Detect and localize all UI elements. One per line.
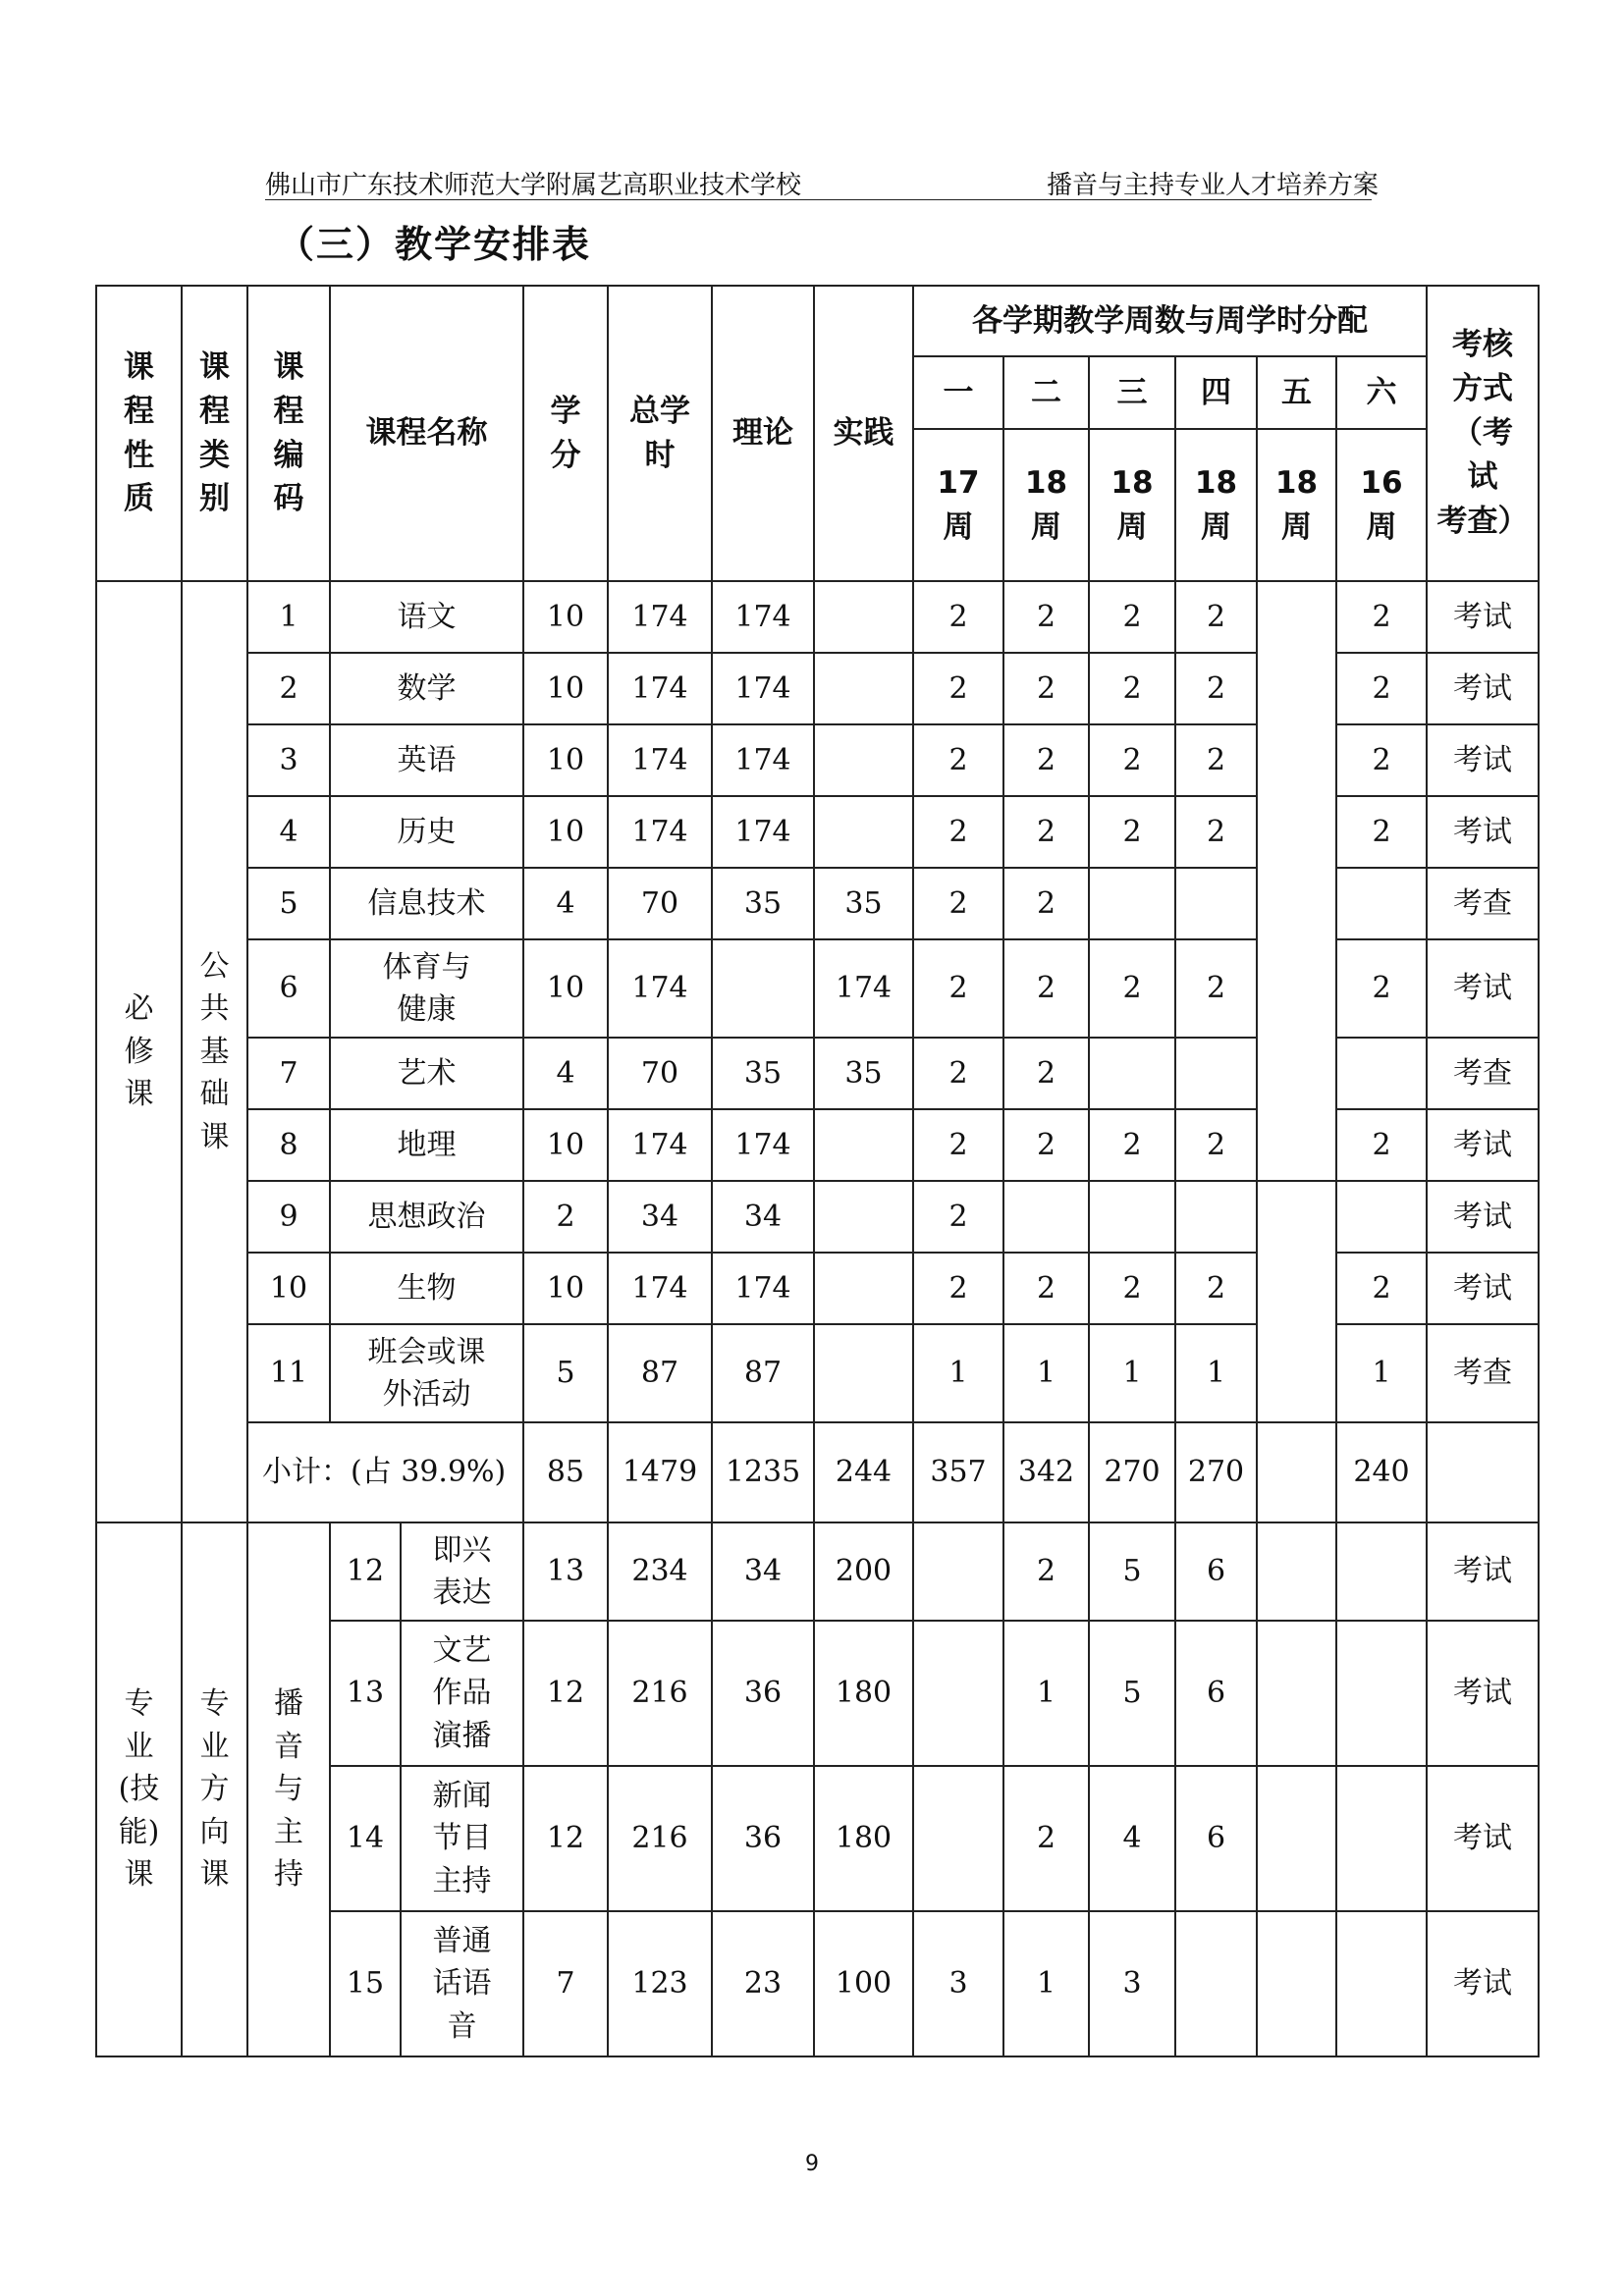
semester-hours: 2: [913, 1253, 1003, 1324]
assessment-method: 考查: [1427, 1038, 1539, 1109]
semester-hours: 2: [1336, 1109, 1427, 1181]
semester-hours: 2: [1336, 1253, 1427, 1324]
course-total: 216: [608, 1766, 712, 1911]
course-practice: 100: [814, 1911, 913, 2056]
semester-header: 五: [1257, 356, 1336, 429]
table-row: [96, 1181, 1539, 1253]
course-code: 7: [247, 1038, 330, 1109]
semester-header: 一: [913, 356, 1003, 429]
semester-hours: [1175, 1181, 1257, 1253]
semester-weeks: 18 周: [1257, 429, 1336, 581]
semester-5-empty: [1257, 581, 1336, 1181]
semester-header: 三: [1089, 356, 1175, 429]
semester-hours: 2: [1175, 724, 1257, 796]
semester-hours: 5: [1089, 1621, 1175, 1766]
semester-hours: 2: [913, 653, 1003, 724]
table-row: [96, 1522, 1539, 1621]
course-theory: 35: [712, 868, 814, 939]
semester-hours: 2: [1003, 724, 1089, 796]
semester-hours: [1257, 1766, 1336, 1911]
col-header-category: 课 程 类 别: [182, 286, 247, 581]
assessment-method: 考试: [1427, 653, 1539, 724]
col-header-theory: 理论: [712, 286, 814, 581]
course-total-hours: 174: [608, 1109, 712, 1181]
semester-hours: 2: [913, 1181, 1003, 1253]
course-total-hours: 174: [608, 1253, 712, 1324]
semester-header: 二: [1003, 356, 1089, 429]
course-name: 文艺 作品 演播: [401, 1621, 523, 1766]
course-credit: 10: [523, 1253, 608, 1324]
semester-hours: [1089, 1038, 1175, 1109]
course-code: 4: [247, 796, 330, 868]
semester-hours: 2: [913, 939, 1003, 1038]
course-practice: [814, 653, 913, 724]
semester-hours: [1257, 1911, 1336, 2056]
semester-hours: 2: [1003, 1766, 1089, 1911]
subtotal-s6: 240: [1336, 1422, 1427, 1522]
course-name: 新闻 节目 主持: [401, 1766, 523, 1911]
semester-hours: [1089, 868, 1175, 939]
course-code: 1: [247, 581, 330, 653]
semester-hours: [913, 1522, 1003, 1621]
course-practice: 174: [814, 939, 913, 1038]
course-total-hours: 174: [608, 939, 712, 1038]
course-total: 216: [608, 1621, 712, 1766]
semester-hours: [1336, 1181, 1427, 1253]
course-theory: 174: [712, 1109, 814, 1181]
col-header-practice: 实践: [814, 286, 913, 581]
semester-weeks: 17 周: [913, 429, 1003, 581]
group-public-basic: 公 共 基 础 课: [182, 581, 247, 1522]
semester-hours: [1336, 1911, 1427, 2056]
col-header-credit: 学 分: [523, 286, 608, 581]
subtotal-s1: 357: [913, 1422, 1003, 1522]
semester-hours: [1336, 868, 1427, 939]
course-practice: 35: [814, 1038, 913, 1109]
semester-5-empty: [1257, 1181, 1336, 1422]
course-code: 8: [247, 1109, 330, 1181]
course-name: 即兴 表达: [401, 1522, 523, 1621]
course-practice: 35: [814, 868, 913, 939]
semester-hours: 2: [913, 1109, 1003, 1181]
semester-hours: 2: [1089, 724, 1175, 796]
course-theory: 36: [712, 1766, 814, 1911]
course-practice: 200: [814, 1522, 913, 1621]
assessment-method: 考试: [1427, 724, 1539, 796]
subtotal-credit: 85: [523, 1422, 608, 1522]
semester-weeks: 18 周: [1089, 429, 1175, 581]
semester-hours: 6: [1175, 1766, 1257, 1911]
assessment-method: 考试: [1427, 1109, 1539, 1181]
semester-header: 四: [1175, 356, 1257, 429]
course-credit: 12: [523, 1621, 608, 1766]
semester-hours: 2: [1003, 1253, 1089, 1324]
semester-hours: 1: [913, 1324, 1003, 1422]
semester-hours: 1: [1175, 1324, 1257, 1422]
course-code: 3: [247, 724, 330, 796]
course-credit: 2: [523, 1181, 608, 1253]
course-code: 9: [247, 1181, 330, 1253]
course-credit: 10: [523, 653, 608, 724]
course-credit: 13: [523, 1522, 608, 1621]
semester-hours: 2: [913, 724, 1003, 796]
col-header-nature: 课 程 性 质: [96, 286, 182, 581]
semester-hours: 2: [1336, 724, 1427, 796]
col-header-assessment: 考核 方式 （考 试 考查）: [1427, 286, 1539, 581]
section-title: （三）教学安排表: [277, 223, 592, 266]
subtotal-assess: [1427, 1422, 1539, 1522]
subtotal-theory: 1235: [712, 1422, 814, 1522]
header-school-name: 佛山市广东技术师范大学附属艺高职业技术学校: [265, 171, 802, 200]
semester-hours: 5: [1089, 1522, 1175, 1621]
group-required: 必 修 课: [96, 581, 182, 1522]
subtotal-practice: 244: [814, 1422, 913, 1522]
course-theory: 174: [712, 1253, 814, 1324]
subtotal-label: 小计：(占 39.9%): [247, 1422, 523, 1522]
semester-hours: 2: [913, 796, 1003, 868]
col-header-total-hours: 总学 时: [608, 286, 712, 581]
semester-hours: [913, 1621, 1003, 1766]
semester-hours: 2: [1336, 581, 1427, 653]
semester-hours: 1: [1089, 1324, 1175, 1422]
course-theory: 174: [712, 581, 814, 653]
course-credit: 10: [523, 581, 608, 653]
semester-hours: 2: [1089, 653, 1175, 724]
course-code: 12: [330, 1522, 401, 1621]
semester-hours: 2: [1089, 1109, 1175, 1181]
course-credit: 10: [523, 724, 608, 796]
page-number: 9: [805, 2152, 819, 2176]
assessment-method: 考试: [1427, 1911, 1539, 2056]
course-credit: 10: [523, 1109, 608, 1181]
course-name: 普通 话语 音: [401, 1911, 523, 2056]
semester-hours: 6: [1175, 1621, 1257, 1766]
semester-hours: 2: [1175, 939, 1257, 1038]
semester-hours: 2: [1089, 1253, 1175, 1324]
semester-hours: [1257, 1621, 1336, 1766]
semester-weeks: 18 周: [1175, 429, 1257, 581]
course-practice: 180: [814, 1621, 913, 1766]
col-header-semester-group: 各学期教学周数与周学时分配: [913, 286, 1427, 356]
course-total-hours: 70: [608, 868, 712, 939]
course-code: 5: [247, 868, 330, 939]
course-name: 地理: [330, 1109, 523, 1181]
course-credit: 7: [523, 1911, 608, 2056]
semester-hours: 1: [1003, 1621, 1089, 1766]
semester-hours: 2: [1003, 939, 1089, 1038]
semester-hours: [1175, 868, 1257, 939]
group-professional: 专 业 (技 能) 课: [96, 1522, 182, 2056]
semester-hours: [1336, 1766, 1427, 1911]
course-practice: 180: [814, 1766, 913, 1911]
semester-hours: 2: [1175, 796, 1257, 868]
course-theory: 34: [712, 1522, 814, 1621]
teaching-schedule-table: [95, 285, 1540, 2057]
course-practice: [814, 796, 913, 868]
col-header-name: 课程名称: [330, 286, 523, 581]
course-code: 13: [330, 1621, 401, 1766]
semester-hours: 1: [1003, 1324, 1089, 1422]
semester-hours: 2: [1003, 796, 1089, 868]
semester-hours: 2: [1003, 1109, 1089, 1181]
assessment-method: 考试: [1427, 1621, 1539, 1766]
course-code: 11: [247, 1324, 330, 1422]
course-code: 14: [330, 1766, 401, 1911]
course-total: 123: [608, 1911, 712, 2056]
semester-hours: 2: [913, 1038, 1003, 1109]
course-name: 思想政治: [330, 1181, 523, 1253]
course-total-hours: 34: [608, 1181, 712, 1253]
semester-hours: [913, 1766, 1003, 1911]
course-name: 班会或课 外活动: [330, 1324, 523, 1422]
semester-hours: [1336, 1522, 1427, 1621]
semester-hours: 2: [1089, 581, 1175, 653]
course-name: 信息技术: [330, 868, 523, 939]
course-theory: [712, 939, 814, 1038]
semester-hours: [1003, 1181, 1089, 1253]
assessment-method: 考试: [1427, 1181, 1539, 1253]
header-doc-title: 播音与主持专业人才培养方案: [1047, 171, 1380, 200]
course-total-hours: 70: [608, 1038, 712, 1109]
course-theory: 174: [712, 724, 814, 796]
assessment-method: 考试: [1427, 1766, 1539, 1911]
course-code: 2: [247, 653, 330, 724]
course-credit: 10: [523, 939, 608, 1038]
subtotal-total: 1479: [608, 1422, 712, 1522]
semester-hours: 2: [913, 581, 1003, 653]
assessment-method: 考试: [1427, 1522, 1539, 1621]
group-broadcast: 播 音 与 主 持: [247, 1522, 330, 2056]
semester-hours: 4: [1089, 1766, 1175, 1911]
semester-hours: 2: [1003, 868, 1089, 939]
course-practice: [814, 724, 913, 796]
course-name: 英语: [330, 724, 523, 796]
semester-hours: 3: [913, 1911, 1003, 2056]
subtotal-row: [96, 1422, 1539, 1522]
course-theory: 87: [712, 1324, 814, 1422]
semester-hours: 2: [913, 868, 1003, 939]
semester-hours: 2: [1003, 1038, 1089, 1109]
course-practice: [814, 1109, 913, 1181]
course-credit: 10: [523, 796, 608, 868]
course-code: 15: [330, 1911, 401, 2056]
course-total-hours: 174: [608, 581, 712, 653]
course-practice: [814, 581, 913, 653]
semester-hours: 2: [1003, 653, 1089, 724]
course-total-hours: 87: [608, 1324, 712, 1422]
semester-hours: 3: [1089, 1911, 1175, 2056]
semester-hours: [1257, 1522, 1336, 1621]
subtotal-s2: 342: [1003, 1422, 1089, 1522]
course-name: 历史: [330, 796, 523, 868]
course-credit: 4: [523, 1038, 608, 1109]
header-divider: [265, 199, 1372, 200]
course-theory: 34: [712, 1181, 814, 1253]
course-total: 234: [608, 1522, 712, 1621]
semester-hours: [1175, 1038, 1257, 1109]
semester-hours: 6: [1175, 1522, 1257, 1621]
course-name: 体育与 健康: [330, 939, 523, 1038]
semester-hours: [1336, 1038, 1427, 1109]
semester-hours: [1089, 1181, 1175, 1253]
course-theory: 174: [712, 796, 814, 868]
course-name: 语文: [330, 581, 523, 653]
course-name: 数学: [330, 653, 523, 724]
semester-hours: 2: [1175, 1109, 1257, 1181]
course-code: 6: [247, 939, 330, 1038]
group-direction: 专 业 方 向 课: [182, 1522, 247, 2056]
semester-hours: 2: [1003, 1522, 1089, 1621]
course-credit: 12: [523, 1766, 608, 1911]
course-theory: 174: [712, 653, 814, 724]
course-total-hours: 174: [608, 724, 712, 796]
course-theory: 35: [712, 1038, 814, 1109]
assessment-method: 考试: [1427, 581, 1539, 653]
semester-hours: 2: [1175, 581, 1257, 653]
semester-hours: [1336, 1621, 1427, 1766]
course-theory: 23: [712, 1911, 814, 2056]
semester-hours: 2: [1336, 653, 1427, 724]
semester-weeks: 18 周: [1003, 429, 1089, 581]
course-practice: [814, 1253, 913, 1324]
course-total-hours: 174: [608, 653, 712, 724]
semester-hours: 2: [1003, 581, 1089, 653]
semester-hours: 2: [1175, 1253, 1257, 1324]
assessment-method: 考查: [1427, 1324, 1539, 1422]
subtotal-s4: 270: [1175, 1422, 1257, 1522]
semester-hours: 1: [1336, 1324, 1427, 1422]
semester-hours: 2: [1336, 939, 1427, 1038]
semester-header: 六: [1336, 356, 1427, 429]
course-total-hours: 174: [608, 796, 712, 868]
semester-hours: 2: [1089, 796, 1175, 868]
subtotal-s5: [1257, 1422, 1336, 1522]
assessment-method: 考试: [1427, 1253, 1539, 1324]
course-credit: 4: [523, 868, 608, 939]
semester-hours: 2: [1089, 939, 1175, 1038]
semester-hours: 1: [1003, 1911, 1089, 2056]
course-practice: [814, 1181, 913, 1253]
course-name: 生物: [330, 1253, 523, 1324]
course-practice: [814, 1324, 913, 1422]
semester-hours: 2: [1175, 653, 1257, 724]
semester-weeks: 16 周: [1336, 429, 1427, 581]
course-credit: 5: [523, 1324, 608, 1422]
course-code: 10: [247, 1253, 330, 1324]
course-name: 艺术: [330, 1038, 523, 1109]
col-header-code: 课 程 编 码: [247, 286, 330, 581]
semester-hours: [1175, 1911, 1257, 2056]
course-theory: 36: [712, 1621, 814, 1766]
subtotal-s3: 270: [1089, 1422, 1175, 1522]
table-row: [96, 581, 1539, 653]
assessment-method: 考查: [1427, 868, 1539, 939]
assessment-method: 考试: [1427, 796, 1539, 868]
semester-hours: 2: [1336, 796, 1427, 868]
assessment-method: 考试: [1427, 939, 1539, 1038]
